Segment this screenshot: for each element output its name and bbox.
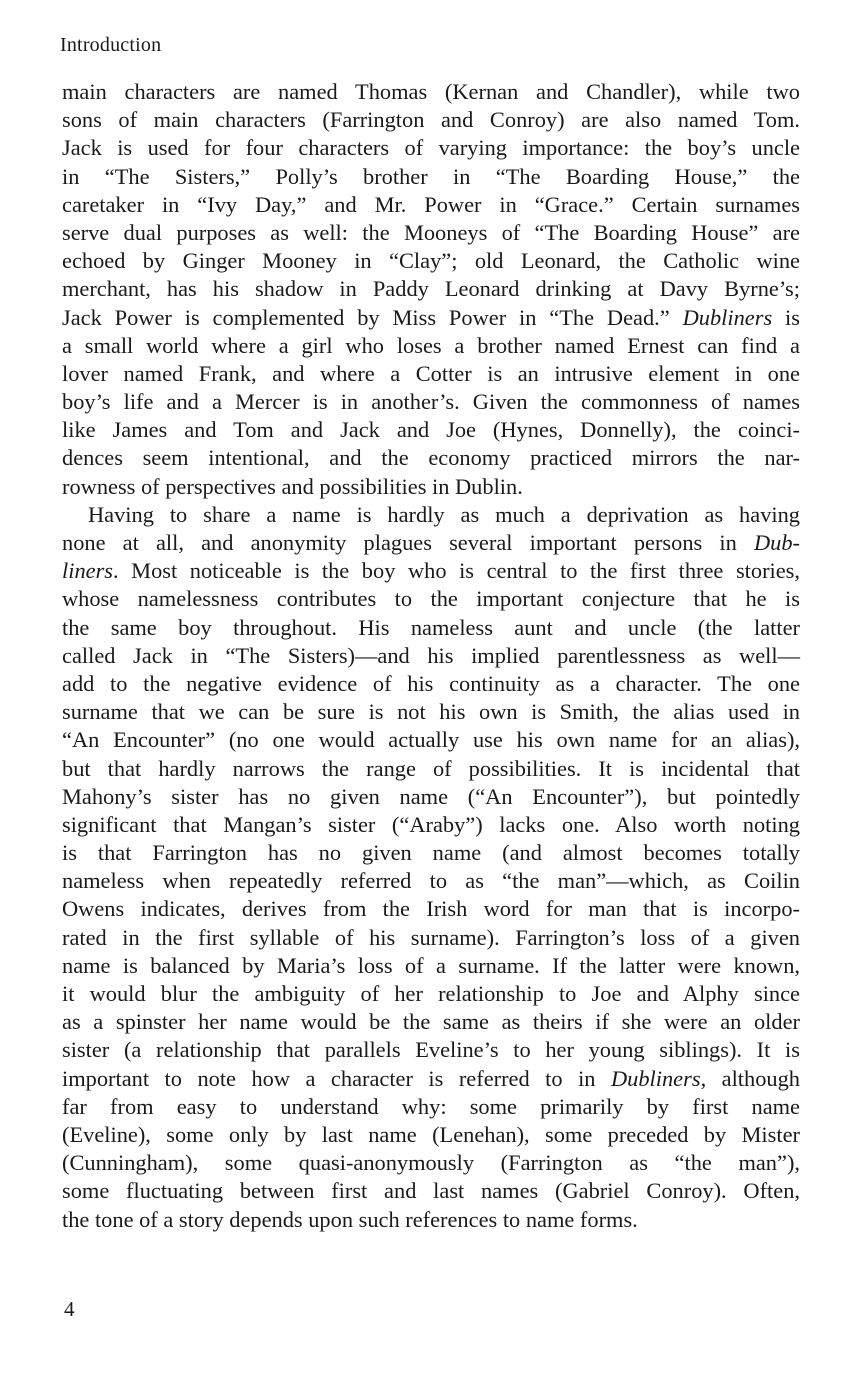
text-line: Having to share a name is hardly as much a deprivation as having <box>88 501 800 527</box>
text-line: “An Encounter” (no one would actually use his own name for an alias), <box>62 727 800 753</box>
body-text <box>62 78 800 1234</box>
text-line: caretaker in “Ivy Day,” and Mr. Power in “Grace.” Certain surnames <box>62 191 800 217</box>
text-line: sister (a relationship that parallels Eveline’s to her young siblings). It is <box>62 1037 800 1063</box>
text-line: but that hardly narrows the range of possibilities. It is incidental that <box>62 755 800 781</box>
text-line: merchant, has his shadow in Paddy Leonard drinking at Davy Byrne’s; <box>62 276 800 302</box>
text-line: Jack is used for four characters of varying importance: the boy’s uncle <box>62 135 800 161</box>
text-line: whose namelessness contributes to the important conjecture that he is <box>62 586 800 612</box>
text-line: rated in the first syllable of his surname). Farrington’s loss of a given <box>62 924 800 950</box>
text-line: boy’s life and a Mercer is in another’s. Given the commonness of names <box>62 389 800 415</box>
text-line: some fluctuating between first and last names (Gabriel Conroy). Often, <box>62 1178 800 1204</box>
text-line: none at all, and anonymity plagues several important persons in Dub- <box>62 530 800 555</box>
text-line: liners. Most noticeable is the boy who is central to the first three stories, <box>62 558 800 584</box>
text-line: as a spinster her name would be the same as theirs if she were an older <box>62 1009 800 1035</box>
paragraph <box>62 501 800 1234</box>
page-number: 4 <box>64 1297 75 1321</box>
text-line: name is balanced by Maria’s loss of a surname. If the latter were known, <box>62 952 800 978</box>
text-line: Mahony’s sister has no given name (“An Encounter”), but pointedly <box>62 783 800 809</box>
text-line: the same boy throughout. His nameless aunt and uncle (the latter <box>62 614 800 640</box>
paragraph <box>62 78 800 501</box>
text-line: lover named Frank, and where a Cotter is an intrusive element in one <box>62 360 800 386</box>
text-line: nameless when repeatedly referred to as “the man”—which, as Coilin <box>62 868 800 894</box>
text-line: echoed by Ginger Mooney in “Clay”; old Leonard, the Catholic wine <box>62 248 800 274</box>
text-line: serve dual purposes as well: the Mooneys of “The Boarding House” are <box>62 219 800 245</box>
text-line: significant that Mangan’s sister (“Araby”) lacks one. Also worth noting <box>62 811 800 837</box>
text-line: far from easy to understand why: some primarily by first name <box>62 1093 800 1119</box>
text-line: in “The Sisters,” Polly’s brother in “The Boarding House,” the <box>62 163 800 189</box>
text-line: Owens indicates, derives from the Irish word for man that is incorpo- <box>62 896 800 922</box>
text-line: surname that we can be sure is not his own is Smith, the alias used in <box>62 699 800 725</box>
text-line: rowness of perspectives and possibilities in Dublin. <box>62 473 523 499</box>
text-line: dences seem intentional, and the economy practiced mirrors the nar- <box>62 445 800 471</box>
text-line: (Eveline), some only by last name (Lenehan), some preceded by Mister <box>62 1121 800 1147</box>
text-line: a small world where a girl who loses a brother named Ernest can find a <box>62 332 800 358</box>
text-line: add to the negative evidence of his continuity as a character. The one <box>62 670 800 696</box>
text-line: called Jack in “The Sisters)—and his implied parentlessness as well— <box>62 642 800 668</box>
text-line: main characters are named Thomas (Kernan and Chandler), while two <box>62 79 800 104</box>
text-line: (Cunningham), some quasi-anonymously (Farrington as “the man”), <box>62 1150 800 1176</box>
text-line: the tone of a story depends upon such references to name forms. <box>62 1206 638 1232</box>
text-line: is that Farrington has no given name (and almost becomes totally <box>62 840 800 866</box>
text-line: like James and Tom and Jack and Joe (Hynes, Donnelly), the coinci- <box>62 417 800 443</box>
text-line: it would blur the ambiguity of her relationship to Joe and Alphy since <box>62 981 800 1006</box>
text-line: important to note how a character is referred to in Dubliners, although <box>62 1065 800 1091</box>
text-line: sons of main characters (Farrington and Conroy) are also named Tom. <box>62 107 800 133</box>
running-header: Introduction <box>60 34 162 56</box>
text-line: Jack Power is complemented by Miss Power in “The Dead.” Dubliners is <box>62 304 800 330</box>
